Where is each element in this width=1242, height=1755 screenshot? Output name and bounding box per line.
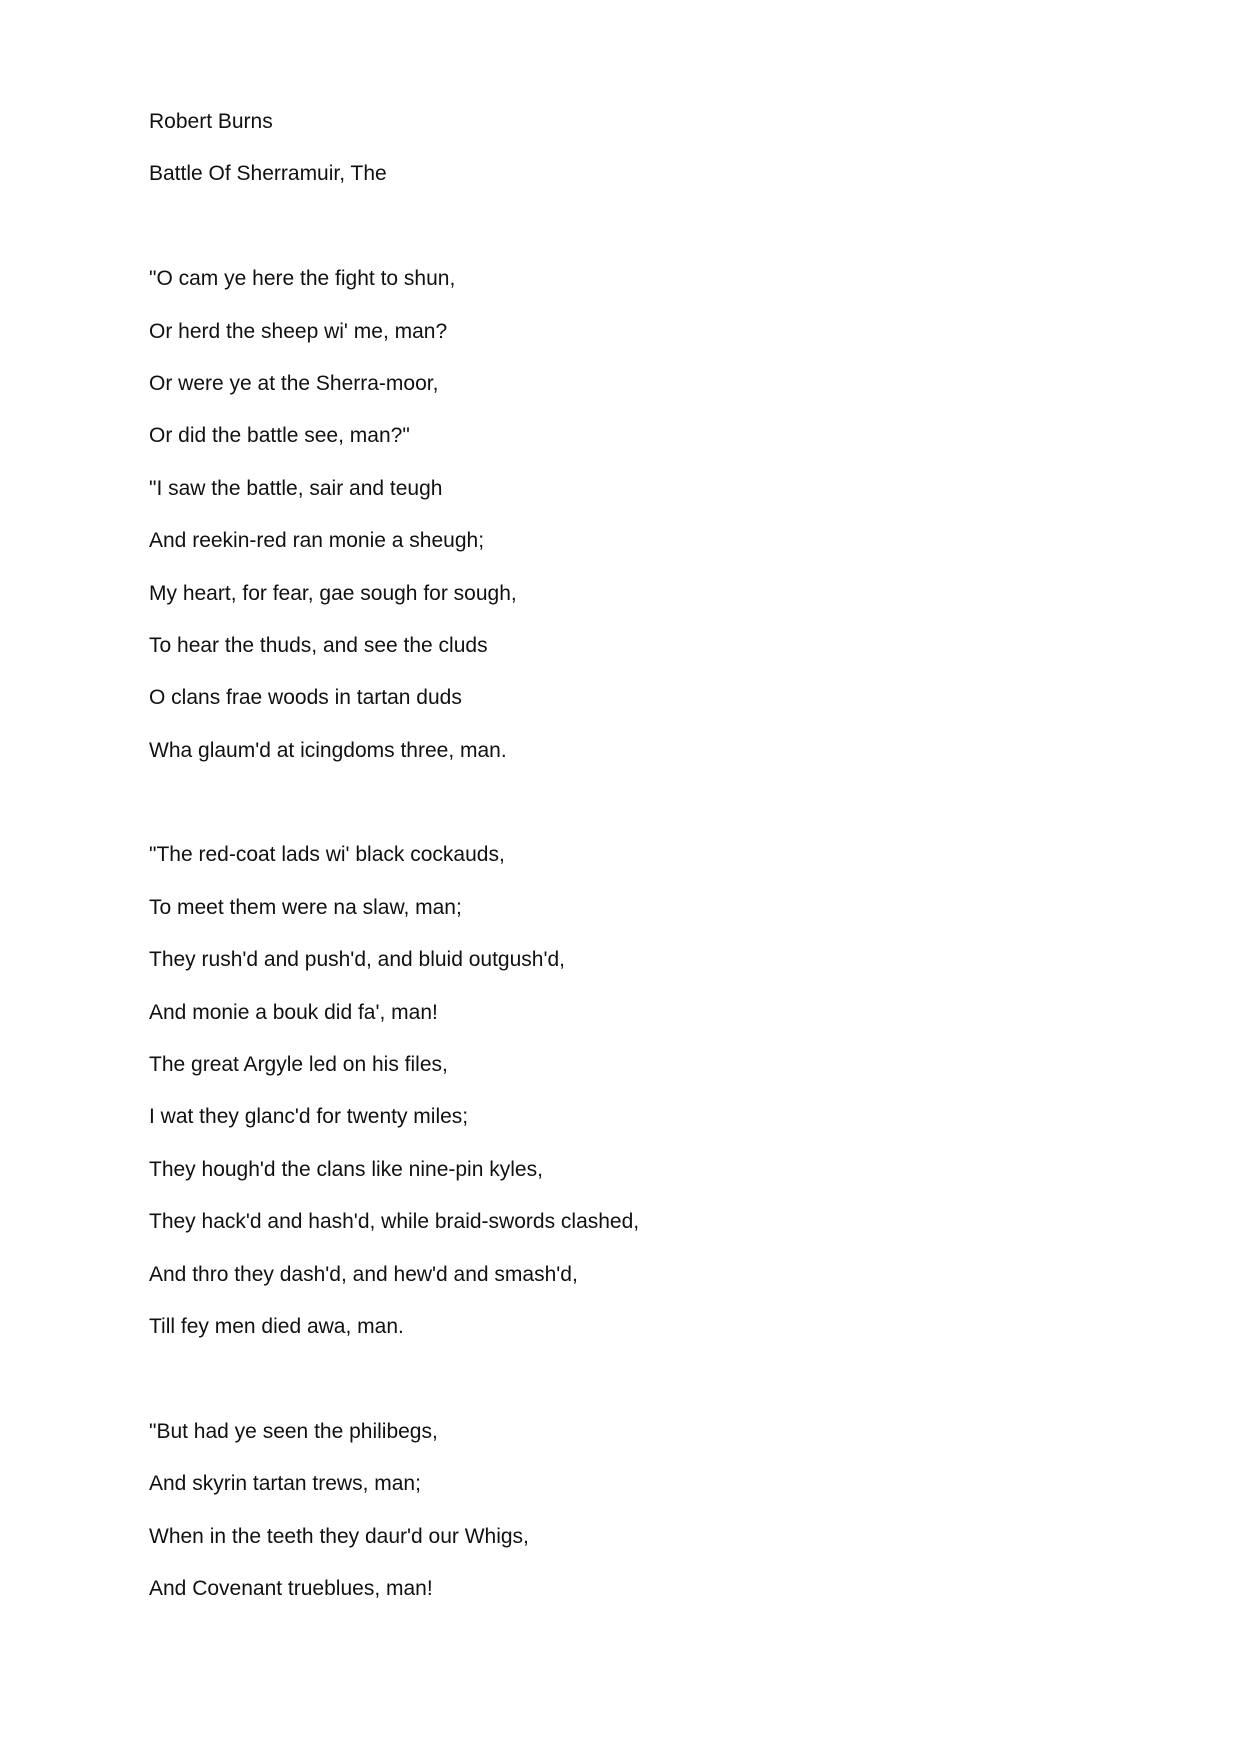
stanza-2 <box>149 842 1149 1340</box>
poem-line: And Covenant trueblues, man! <box>149 1576 433 1600</box>
poem-line: And thro they dash'd, and hew'd and smash'd, <box>149 1262 578 1286</box>
stanza-gap <box>149 790 1149 842</box>
poem-line: Wha glaum'd at icingdoms three, man. <box>149 738 507 762</box>
stanza-gap <box>149 214 1149 266</box>
poem-line: Or were ye at the Sherra-moor, <box>149 371 439 395</box>
poem-line: They hack'd and hash'd, while braid-swords clashed, <box>149 1210 640 1234</box>
poem-line: The great Argyle led on his files, <box>149 1053 448 1077</box>
poem-line: "But had ye seen the philibegs, <box>149 1419 438 1443</box>
poem-line: To meet them were na slaw, man; <box>149 895 462 919</box>
poem-line: Or did the battle see, man?" <box>149 424 410 448</box>
poem-line: Or herd the sheep wi' me, man? <box>149 319 448 343</box>
poem-text <box>149 109 1149 1628</box>
poem-line: "I saw the battle, sair and teugh <box>149 476 443 500</box>
author-name: Robert Burns <box>149 110 273 133</box>
poem-line: When in the teeth they daur'd our Whigs, <box>149 1524 529 1548</box>
poem-line: I wat they glanc'd for twenty miles; <box>149 1105 469 1129</box>
stanza-gap <box>149 1366 1149 1418</box>
poem-line: My heart, for fear, gae sough for sough, <box>149 581 517 605</box>
poem-line: O clans frae woods in tartan duds <box>149 686 462 710</box>
poem-line: And reekin-red ran monie a sheugh; <box>149 529 485 553</box>
poem-line: They rush'd and push'd, and bluid outgush'd, <box>149 948 565 972</box>
poem-line: To hear the thuds, and see the cluds <box>149 633 488 657</box>
stanza-3 <box>149 1419 1149 1602</box>
stanza-1 <box>149 266 1149 764</box>
poem-title: Battle Of Sherramuir, The <box>149 162 387 186</box>
poem-line: "The red-coat lads wi' black cockauds, <box>149 843 505 867</box>
poem-line: Till fey men died awa, man. <box>149 1314 404 1338</box>
poem-line: And monie a bouk did fa', man! <box>149 1000 438 1024</box>
poem-line: They hough'd the clans like nine-pin kyles, <box>149 1157 543 1181</box>
poem-line: "O cam ye here the fight to shun, <box>149 267 456 291</box>
poem-line: And skyrin tartan trews, man; <box>149 1472 421 1496</box>
